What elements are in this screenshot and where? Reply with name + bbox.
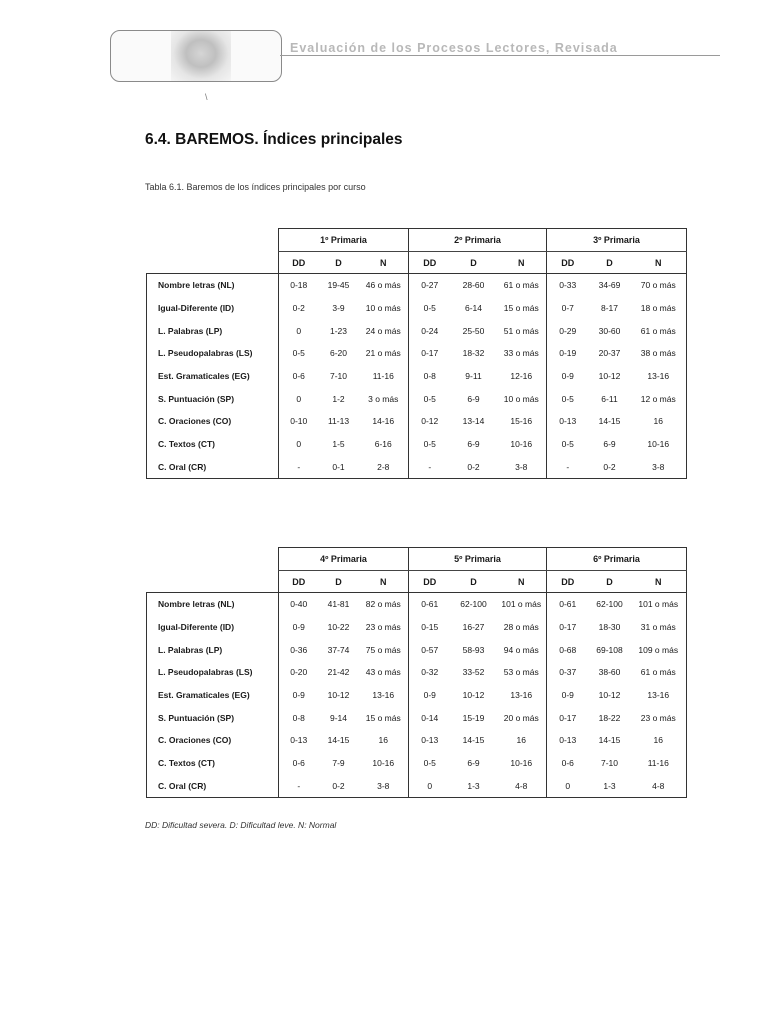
index-label: Est. Gramaticales (EG) bbox=[147, 684, 279, 707]
score-cell: 10-16 bbox=[631, 433, 687, 456]
score-cell: 6-14 bbox=[464, 303, 482, 314]
score-cell: 61 o más bbox=[503, 280, 539, 291]
score-cell: 15 o más bbox=[365, 712, 401, 723]
score-cell: 18-32 bbox=[462, 348, 485, 359]
level-subheader: DD bbox=[279, 252, 319, 274]
score-cell: 41-81 bbox=[327, 599, 350, 610]
score-cell: 0-12 bbox=[409, 410, 451, 433]
score-cell: 7-9 bbox=[332, 758, 345, 769]
scan-mark: \ bbox=[205, 92, 208, 102]
score-cell: 3-8 bbox=[631, 456, 687, 479]
score-cell: 0-2 bbox=[589, 456, 631, 479]
table-row bbox=[147, 706, 687, 729]
header-blank bbox=[147, 229, 279, 252]
table-row bbox=[147, 319, 687, 342]
level-subheader: D bbox=[589, 252, 631, 274]
score-cell: 0-6 bbox=[279, 365, 319, 388]
table-row bbox=[147, 456, 687, 479]
score-cell: 16 bbox=[631, 729, 687, 752]
score-cell: 0-5 bbox=[409, 297, 451, 320]
level-subheader: D bbox=[451, 571, 497, 593]
score-cell: 19-45 bbox=[327, 280, 350, 291]
score-cell: 4-8 bbox=[497, 775, 547, 798]
score-cell: 101 o más bbox=[501, 599, 542, 610]
table-row bbox=[147, 684, 687, 707]
table-row bbox=[147, 342, 687, 365]
score-cell: 20 o más bbox=[503, 712, 539, 723]
level-subheader: N bbox=[631, 571, 687, 593]
score-cell: 0-7 bbox=[547, 297, 589, 320]
score-cell: 0-6 bbox=[279, 752, 319, 775]
level-subheader: N bbox=[497, 252, 547, 274]
score-cell: 14-15 bbox=[598, 735, 621, 746]
table-row bbox=[147, 433, 687, 456]
score-cell: 0-13 bbox=[547, 410, 589, 433]
score-cell: 11-16 bbox=[372, 371, 394, 382]
score-cell: 31 o más bbox=[631, 616, 687, 639]
level-subheader: N bbox=[631, 252, 687, 274]
score-cell: 0-5 bbox=[279, 342, 319, 365]
score-cell: 0-33 bbox=[547, 274, 589, 297]
score-cell: 0-5 bbox=[547, 387, 589, 410]
level-subheader: D bbox=[319, 571, 359, 593]
score-cell: 0-19 bbox=[547, 342, 589, 365]
score-cell: 0-5 bbox=[409, 433, 451, 456]
score-cell: 24 o más bbox=[365, 325, 401, 336]
score-cell: 16 bbox=[516, 735, 526, 746]
score-cell: 0-61 bbox=[409, 593, 451, 616]
score-cell: 10-12 bbox=[598, 690, 621, 701]
score-cell: 21-42 bbox=[327, 667, 350, 678]
score-cell: 14-15 bbox=[462, 735, 485, 746]
score-cell: 58-93 bbox=[462, 644, 485, 655]
index-label: Igual-Diferente (ID) bbox=[147, 297, 279, 320]
score-cell: 9-11 bbox=[465, 371, 482, 382]
score-cell: 70 o más bbox=[631, 274, 687, 297]
score-cell: 0-13 bbox=[279, 729, 319, 752]
score-cell: 23 o más bbox=[365, 622, 401, 633]
table-row bbox=[147, 729, 687, 752]
score-cell: 0-17 bbox=[409, 342, 451, 365]
table-row bbox=[147, 410, 687, 433]
score-cell: 11-13 bbox=[327, 416, 350, 427]
score-cell: 0-27 bbox=[409, 274, 451, 297]
level-subheader: DD bbox=[279, 571, 319, 593]
score-cell: 0-10 bbox=[279, 410, 319, 433]
header-blank bbox=[147, 252, 279, 274]
score-cell: 2-8 bbox=[359, 456, 409, 479]
score-cell: - bbox=[279, 775, 319, 798]
table-row bbox=[147, 661, 687, 684]
score-cell: 61 o más bbox=[631, 319, 687, 342]
score-cell: 0-5 bbox=[409, 387, 451, 410]
score-cell: 38 o más bbox=[631, 342, 687, 365]
score-cell: 13-16 bbox=[631, 684, 687, 707]
score-cell: 10-16 bbox=[510, 439, 533, 450]
score-cell: 0-9 bbox=[279, 684, 319, 707]
header-photo bbox=[171, 31, 231, 81]
baremos-table-4-6 bbox=[146, 547, 687, 798]
score-cell: 51 o más bbox=[503, 325, 539, 336]
score-cell: 0-17 bbox=[547, 616, 589, 639]
score-cell: 14-15 bbox=[598, 416, 621, 427]
level-subheader: N bbox=[359, 571, 409, 593]
score-cell: 0-2 bbox=[279, 297, 319, 320]
score-cell: 10-12 bbox=[327, 690, 350, 701]
score-cell: 4-8 bbox=[631, 775, 687, 798]
score-cell: 0-2 bbox=[319, 775, 359, 798]
score-cell: 33 o más bbox=[503, 348, 539, 359]
score-cell: 0-68 bbox=[547, 638, 589, 661]
score-cell: 0 bbox=[279, 319, 319, 342]
score-cell: 0-2 bbox=[451, 456, 497, 479]
score-cell: 0-36 bbox=[279, 638, 319, 661]
header-rule bbox=[280, 55, 720, 56]
score-cell: 1-2 bbox=[332, 393, 345, 404]
score-cell: 3 o más bbox=[368, 393, 399, 404]
index-label: L. Palabras (LP) bbox=[147, 638, 279, 661]
score-cell: 20-37 bbox=[598, 348, 621, 359]
score-cell: 34-69 bbox=[598, 280, 621, 291]
score-cell: 10 o más bbox=[365, 303, 401, 314]
score-cell: 6-9 bbox=[467, 393, 480, 404]
score-cell: 0-14 bbox=[409, 706, 451, 729]
score-cell: 0-6 bbox=[547, 752, 589, 775]
score-cell: 0-9 bbox=[279, 616, 319, 639]
score-cell: 18-22 bbox=[598, 712, 621, 723]
score-cell: 16 bbox=[378, 735, 388, 746]
score-cell: 15-19 bbox=[462, 712, 485, 723]
score-cell: 6-20 bbox=[329, 348, 347, 359]
score-cell: 10-22 bbox=[327, 622, 350, 633]
score-cell: 10 o más bbox=[503, 393, 539, 404]
header-blank bbox=[147, 548, 279, 571]
score-cell: 16 bbox=[631, 410, 687, 433]
score-cell: 94 o más bbox=[503, 644, 539, 655]
index-label: L. Palabras (LP) bbox=[147, 319, 279, 342]
score-cell: 14-16 bbox=[372, 416, 395, 427]
table-row bbox=[147, 775, 687, 798]
level-subheader: DD bbox=[547, 571, 589, 593]
score-cell: 101 o más bbox=[631, 593, 687, 616]
index-label: Est. Gramaticales (EG) bbox=[147, 365, 279, 388]
table-row bbox=[147, 387, 687, 410]
grade-header: 2º Primaria bbox=[409, 229, 547, 252]
score-cell: 0-13 bbox=[409, 729, 451, 752]
score-cell: 10-16 bbox=[372, 758, 395, 769]
score-cell: 11-16 bbox=[631, 752, 687, 775]
score-cell: 14-15 bbox=[327, 735, 350, 746]
index-label: C. Textos (CT) bbox=[147, 752, 279, 775]
score-cell: 28 o más bbox=[503, 622, 539, 633]
score-cell: 53 o más bbox=[503, 667, 539, 678]
score-cell: 62-100 bbox=[596, 599, 623, 610]
grade-header: 6º Primaria bbox=[547, 548, 687, 571]
score-cell: - bbox=[547, 456, 589, 479]
level-subheader: D bbox=[451, 252, 497, 274]
table-row bbox=[147, 365, 687, 388]
level-subheader: DD bbox=[409, 571, 451, 593]
index-label: S. Puntuación (SP) bbox=[147, 387, 279, 410]
index-label: S. Puntuación (SP) bbox=[147, 706, 279, 729]
score-cell: 0 bbox=[409, 775, 451, 798]
score-cell: 10-12 bbox=[462, 690, 485, 701]
index-label: C. Textos (CT) bbox=[147, 433, 279, 456]
score-cell: 82 o más bbox=[365, 599, 401, 610]
score-cell: 37-74 bbox=[327, 644, 350, 655]
score-cell: - bbox=[279, 456, 319, 479]
score-cell: 7-10 bbox=[329, 371, 347, 382]
score-cell: 13-16 bbox=[631, 365, 687, 388]
level-subheader: D bbox=[589, 571, 631, 593]
score-cell: 6-9 bbox=[603, 439, 616, 450]
running-header-title: Evaluación de los Procesos Lectores, Revisada bbox=[290, 41, 618, 55]
score-cell: 6-9 bbox=[467, 758, 480, 769]
score-cell: 7-10 bbox=[600, 758, 618, 769]
score-cell: 12 o más bbox=[631, 387, 687, 410]
score-cell: 75 o más bbox=[365, 644, 401, 655]
table-row bbox=[147, 638, 687, 661]
score-cell: 0-8 bbox=[279, 706, 319, 729]
score-cell: 0-9 bbox=[547, 684, 589, 707]
score-cell: 13-16 bbox=[372, 690, 395, 701]
score-cell: 12-16 bbox=[510, 371, 533, 382]
score-cell: 33-52 bbox=[462, 667, 485, 678]
score-cell: 1-3 bbox=[451, 775, 497, 798]
index-label: Nombre letras (NL) bbox=[147, 593, 279, 616]
level-subheader: N bbox=[497, 571, 547, 593]
score-cell: 15 o más bbox=[503, 303, 539, 314]
score-cell: 0-24 bbox=[409, 319, 451, 342]
table-caption: Tabla 6.1. Baremos de los índices principales por curso bbox=[145, 182, 366, 192]
score-cell: 0-17 bbox=[547, 706, 589, 729]
score-cell: 0-61 bbox=[547, 593, 589, 616]
score-cell: 0-37 bbox=[547, 661, 589, 684]
index-label: Igual-Diferente (ID) bbox=[147, 616, 279, 639]
score-cell: 30-60 bbox=[598, 325, 621, 336]
score-cell: 10-16 bbox=[510, 758, 533, 769]
score-cell: 38-60 bbox=[598, 667, 621, 678]
score-cell: 18-30 bbox=[598, 622, 621, 633]
header-photo-frame bbox=[110, 30, 282, 82]
score-cell: 13-16 bbox=[510, 690, 533, 701]
index-label: C. Oral (CR) bbox=[147, 456, 279, 479]
index-label: C. Oraciones (CO) bbox=[147, 729, 279, 752]
score-cell: 8-17 bbox=[600, 303, 618, 314]
score-cell: 1-3 bbox=[589, 775, 631, 798]
score-cell: 28-60 bbox=[462, 280, 485, 291]
score-cell: 0-9 bbox=[547, 365, 589, 388]
grade-header: 5º Primaria bbox=[409, 548, 547, 571]
score-cell: 0 bbox=[547, 775, 589, 798]
score-cell: 1-5 bbox=[332, 439, 345, 450]
level-subheader: DD bbox=[547, 252, 589, 274]
score-cell: 21 o más bbox=[365, 348, 401, 359]
score-cell: 0-5 bbox=[409, 752, 451, 775]
score-cell: 109 o más bbox=[631, 638, 687, 661]
score-cell: 23 o más bbox=[631, 706, 687, 729]
table-row bbox=[147, 297, 687, 320]
score-cell: 3-9 bbox=[332, 303, 345, 314]
grade-header: 1º Primaria bbox=[279, 229, 409, 252]
index-label: Nombre letras (NL) bbox=[147, 274, 279, 297]
score-cell: 0-20 bbox=[279, 661, 319, 684]
score-cell: 0-57 bbox=[409, 638, 451, 661]
score-cell: 6-16 bbox=[374, 439, 392, 450]
score-cell: 0 bbox=[279, 433, 319, 456]
score-cell: 6-9 bbox=[467, 439, 480, 450]
index-label: C. Oraciones (CO) bbox=[147, 410, 279, 433]
score-cell: 13-14 bbox=[462, 416, 485, 427]
score-cell: 3-8 bbox=[497, 456, 547, 479]
legend-footnote: DD: Dificultad severa. D: Dificultad leve. N: Normal bbox=[145, 820, 337, 830]
score-cell: 43 o más bbox=[365, 667, 401, 678]
score-cell: 0-8 bbox=[409, 365, 451, 388]
table-row bbox=[147, 593, 687, 616]
score-cell: 9-14 bbox=[329, 712, 347, 723]
score-cell: 1-23 bbox=[329, 325, 347, 336]
score-cell: 15-16 bbox=[510, 416, 533, 427]
score-cell: 18 o más bbox=[631, 297, 687, 320]
score-cell: 61 o más bbox=[631, 661, 687, 684]
index-label: L. Pseudopalabras (LS) bbox=[147, 661, 279, 684]
score-cell: 0-13 bbox=[547, 729, 589, 752]
score-cell: 0-9 bbox=[409, 684, 451, 707]
baremos-table-1-3 bbox=[146, 228, 687, 479]
grade-header: 3º Primaria bbox=[547, 229, 687, 252]
score-cell: 6-11 bbox=[601, 393, 618, 404]
table-row bbox=[147, 752, 687, 775]
table-row bbox=[147, 616, 687, 639]
score-cell: 10-12 bbox=[598, 371, 621, 382]
score-cell: 69-108 bbox=[596, 644, 623, 655]
score-cell: 0-15 bbox=[409, 616, 451, 639]
level-subheader: N bbox=[359, 252, 409, 274]
table-row bbox=[147, 274, 687, 297]
grade-header: 4º Primaria bbox=[279, 548, 409, 571]
score-cell: 0 bbox=[279, 387, 319, 410]
score-cell: - bbox=[409, 456, 451, 479]
score-cell: 25-50 bbox=[462, 325, 485, 336]
score-cell: 0-5 bbox=[547, 433, 589, 456]
score-cell: 62-100 bbox=[460, 599, 487, 610]
index-label: L. Pseudopalabras (LS) bbox=[147, 342, 279, 365]
score-cell: 46 o más bbox=[365, 280, 401, 291]
header-blank bbox=[147, 571, 279, 593]
score-cell: 0-29 bbox=[547, 319, 589, 342]
score-cell: 0-40 bbox=[279, 593, 319, 616]
level-subheader: DD bbox=[409, 252, 451, 274]
score-cell: 0-1 bbox=[319, 456, 359, 479]
score-cell: 16-27 bbox=[462, 622, 485, 633]
score-cell: 3-8 bbox=[359, 775, 409, 798]
level-subheader: D bbox=[319, 252, 359, 274]
score-cell: 0-32 bbox=[409, 661, 451, 684]
section-title: 6.4. BAREMOS. Índices principales bbox=[145, 131, 403, 148]
index-label: C. Oral (CR) bbox=[147, 775, 279, 798]
score-cell: 0-18 bbox=[279, 274, 319, 297]
